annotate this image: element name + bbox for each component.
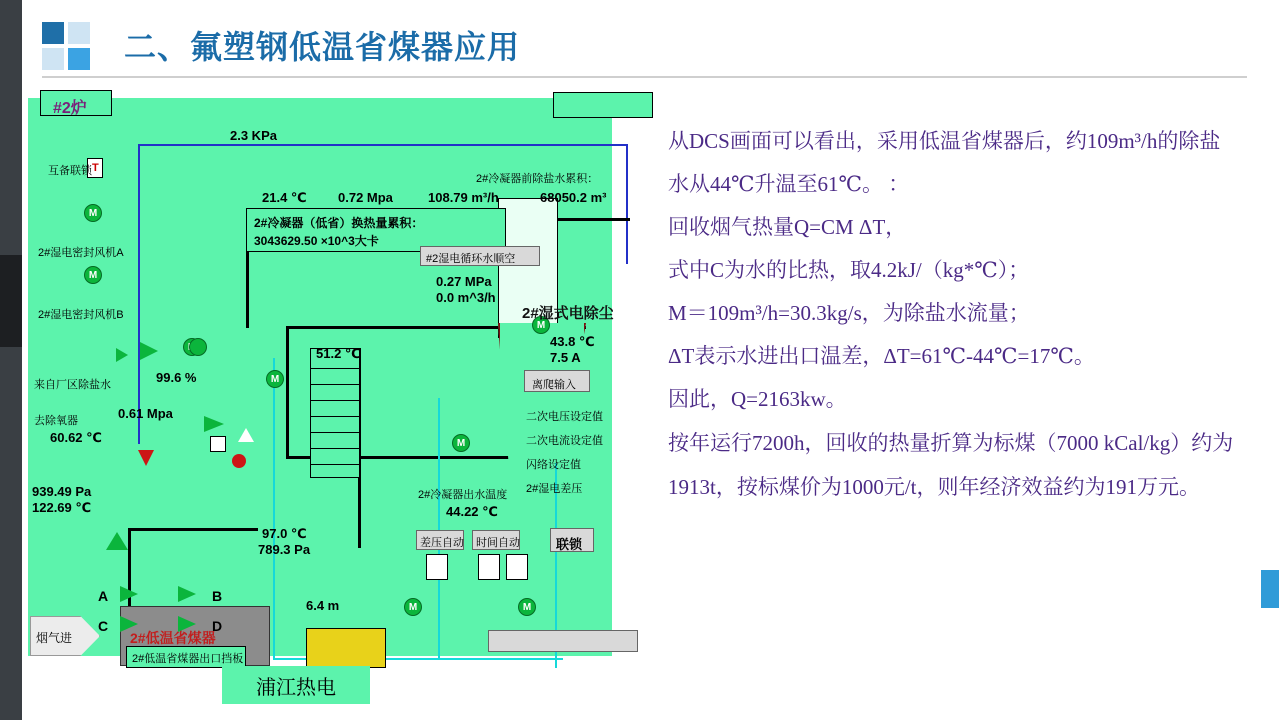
logo-square-2 [68, 22, 90, 44]
dcs-motor-fan-a[interactable]: M [84, 204, 102, 222]
dcs-pipe-cyan-1 [273, 358, 275, 658]
explanation-text-column [668, 120, 1238, 509]
dcs-valve-white-1[interactable] [210, 436, 226, 452]
dcs-label-secondary-current: 二次电流设定值 [526, 435, 603, 447]
dcs-motor-valve-5[interactable]: M [404, 598, 422, 616]
dcs-label-spark-set: 闪络设定值 [526, 459, 581, 471]
dcs-interlock-marker-label: T [92, 162, 99, 174]
dcs-valve-red-2[interactable] [232, 454, 246, 468]
dcs-label-condenser-heat: 2#冷凝器（低省）换热量累积： [254, 216, 424, 230]
dcs-valve-red-1[interactable] [138, 450, 154, 466]
dcs-label-wet-electric-power: 2#湿式电除尘 [522, 305, 614, 322]
dcs-pipe-black-4 [286, 326, 289, 456]
dcs-value-flow-000: 0.0 m^3/h [436, 290, 496, 305]
dcs-value-64m: 6.4 m [306, 598, 340, 613]
dcs-value-996: 99.6 % [156, 370, 197, 385]
dcs-switch-icon-1[interactable] [426, 554, 448, 580]
caption-label: 浦江热电 [256, 676, 336, 699]
dcs-label-fan-b: 2#湿电密封风机B [38, 309, 124, 321]
dcs-hx-line-7 [310, 464, 360, 465]
dcs-bottom-label: 2#低温省煤器出口挡板 [132, 653, 244, 665]
dcs-flue-gas-label: 烟气进 [36, 631, 73, 645]
header-logo-squares [42, 22, 96, 70]
paragraph-5: ΔT表示水进出口温差，ΔT=61℃-44℃=17℃。 [668, 344, 1095, 368]
dcs-diff-auto-label: 差压自动 [420, 537, 464, 549]
left-decorative-band [0, 0, 22, 720]
dcs-valve-shape-b[interactable] [178, 586, 196, 602]
dcs-value-temp-512: 51.2 ℃ [316, 346, 361, 361]
dcs-hx-line-4 [310, 416, 360, 417]
dcs-hx-line-5 [310, 432, 360, 433]
dcs-switch-icon-3[interactable] [506, 554, 528, 580]
dcs-bottom-bar [488, 630, 638, 652]
page-title: 二、氟塑钢低温省煤器应用 [124, 29, 521, 65]
dcs-hx-line-1 [310, 368, 360, 369]
dcs-interlock-button-label: 联锁 [556, 537, 583, 552]
dcs-hx-line-2 [310, 384, 360, 385]
dcs-label-to-deaerator: 去除氧器 [34, 415, 78, 427]
dcs-economizer-label: 2#低温省煤器 [130, 630, 216, 646]
dcs-label-wet-differential: 2#湿电差压 [526, 483, 583, 495]
dcs-label-condenser-outlet-temp: 2#冷凝器出水温度 [418, 489, 508, 501]
dcs-value-flow-108: 108.79 m³/h [428, 190, 499, 205]
header-divider [42, 76, 1247, 78]
dcs-label-secondary-voltage: 二次电压设定值 [526, 411, 603, 423]
left-band-accent [0, 255, 22, 347]
dcs-label-interlock: 互备联锁 [48, 165, 92, 177]
dcs-valve-white-2[interactable] [238, 428, 254, 442]
dcs-value-7893: 789.3 Pa [258, 542, 311, 557]
dcs-value-mpa-061: 0.61 Mpa [118, 406, 173, 421]
dcs-value-pressure-kpa: 2.3 KPa [230, 128, 277, 143]
paragraph-2: 回收烟气热量Q=CM ΔT， [668, 215, 907, 239]
dcs-valve-green-2[interactable] [140, 342, 158, 360]
dcs-pipe-blue-left [138, 144, 140, 444]
dcs-value-93949: 939.49 Pa [32, 484, 92, 499]
dcs-switch-icon-2[interactable] [478, 554, 500, 580]
dcs-pipe-blue-top [138, 144, 628, 146]
dcs-yellow-block [306, 628, 386, 668]
dcs-valve-letter-b: B [212, 588, 223, 604]
dcs-motor-valve-7[interactable] [189, 338, 207, 356]
paragraph-7: 按年运行7200h，回收的热量折算为标煤（7000 kCal/kg）约为1913t，按标煤价为1000元/t，则年经济效益约为191万元。 [668, 431, 1234, 499]
dcs-value-condenser-heat: 3043629.50 ×10^3大卡 [254, 234, 379, 248]
dcs-hx-line-6 [310, 448, 360, 449]
dcs-time-auto-label: 时间自动 [476, 537, 520, 549]
logo-square-1 [42, 22, 64, 44]
dcs-valve-green-4[interactable] [204, 416, 224, 432]
dcs-top-right-box [553, 92, 653, 118]
dcs-remote-input-label: 离爬输入 [532, 379, 576, 391]
paragraph-4: M＝109m³/h=30.3kg/s，为除盐水流量； [668, 301, 1030, 325]
dcs-label-condenser-water: 2#冷凝器前除盐水累积： [476, 173, 599, 185]
dcs-unit-tag [40, 90, 112, 116]
dcs-value-vol-68050: 68050.2 m³ [540, 190, 607, 205]
dcs-value-6062: 60.62 ℃ [50, 430, 102, 445]
dcs-unit-tag-label: #2炉 [53, 100, 87, 117]
dcs-value-4422: 44.22 ℃ [446, 504, 498, 519]
dcs-value-temp-214: 21.4 ℃ [262, 190, 307, 205]
dcs-label-from-plant: 来自厂区除盐水 [34, 379, 111, 391]
dcs-valve-green-1[interactable] [116, 348, 128, 362]
dcs-motor-valve-3[interactable]: M [452, 434, 470, 452]
logo-square-3 [42, 48, 64, 70]
dcs-valve-letter-d: D [212, 618, 223, 634]
paragraph-1: 从DCS画面可以看出，采用低温省煤器后，约109m³/h的除盐水从44℃升温至61℃。 ： [668, 129, 1221, 196]
dcs-valve-letter-c: C [98, 618, 109, 634]
dcs-pipe-blue-right [626, 144, 628, 264]
dcs-pipe-black-8 [128, 528, 258, 531]
dcs-value-mpa-072: 0.72 Mpa [338, 190, 393, 205]
dcs-valve-green-3[interactable] [106, 532, 128, 550]
dcs-value-970: 97.0 ℃ [262, 526, 307, 541]
paragraph-6: 因此，Q=2163kw。 [668, 387, 847, 411]
logo-square-4 [68, 48, 90, 70]
dcs-screenshot-panel [28, 98, 614, 665]
dcs-motor-valve-2[interactable]: M [266, 370, 284, 388]
dcs-motor-valve-6[interactable]: M [518, 598, 536, 616]
dcs-valve-letter-a: A [98, 588, 109, 604]
dcs-value-438: 43.8 ℃ [550, 334, 595, 349]
dcs-label-fan-a: 2#湿电密封风机A [38, 247, 124, 259]
dcs-label-wet-loop: #2湿电循环水顺空 [426, 253, 516, 265]
dcs-motor-fan-b[interactable]: M [84, 266, 102, 284]
dcs-value-mpa-027: 0.27 MPa [436, 274, 492, 289]
dcs-pipe-cyan-2 [438, 398, 440, 658]
dcs-value-75a: 7.5 A [550, 350, 581, 365]
dcs-hx-line-3 [310, 400, 360, 401]
caption-badge [222, 666, 370, 704]
right-edge-accent [1261, 570, 1279, 608]
dcs-value-12269: 122.69 ℃ [32, 500, 92, 515]
dcs-motor-valve-4[interactable]: M [532, 316, 550, 334]
paragraph-3: 式中C为水的比热，取4.2kJ/（kg*℃）； [668, 258, 1030, 282]
